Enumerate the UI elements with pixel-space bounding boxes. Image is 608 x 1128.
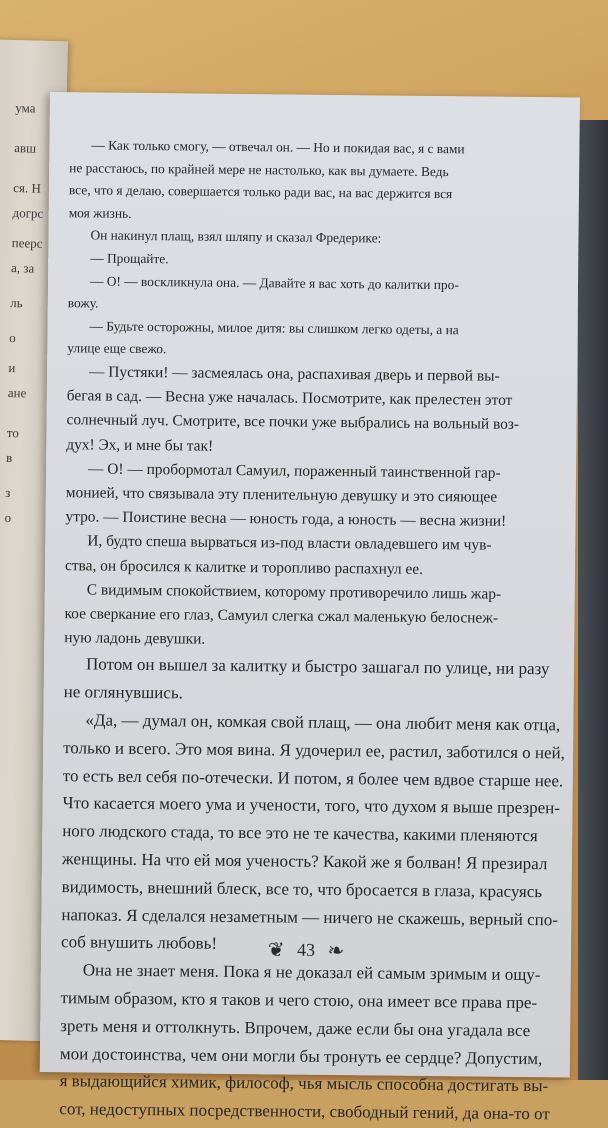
text-line: «Да, — думал он, комкая свой плащ, — она любит меня как отца, <box>85 710 561 735</box>
text-block <box>64 360 567 656</box>
text-line: бегая в сад. — Весна уже началась. Посмотрите, как прелестен этот <box>66 387 513 409</box>
text-line: дух! Эх, и мне бы так! <box>66 435 214 455</box>
left-page-fragment: о <box>4 509 12 526</box>
text-block <box>67 134 569 365</box>
text-line: сот, недоступных посредственности, свободный гений, да она-то от <box>59 1099 550 1124</box>
text-line: Потом он вышел за калитку и быстро зашагал по улице, ни разу <box>85 654 550 679</box>
text-line: ного людского стада, то все это не те качества, какими пленяются <box>62 821 538 846</box>
text-line: Он накинул плащ, взял шляпу и сказал Фредерике: <box>90 227 382 246</box>
text-line: — О! — воскликнула она. — Давайте я вас хоть до калитки про- <box>89 272 459 292</box>
text-line: ства, он бросился к калитке и торопливо распахнул ее. <box>64 556 424 578</box>
left-page-fragment: ане <box>7 384 27 401</box>
text-line: напоказ. Я сделался незаметным — ничего не скажешь, верный спо- <box>61 904 559 929</box>
text-line: ную ладонь девушки. <box>64 629 206 648</box>
left-page-fragment: и <box>8 359 16 376</box>
text-line: — Будьте осторожны, милое дитя: вы слишком легко одеты, а на <box>89 318 459 338</box>
text-line: тимым образом, кто я таков и чего стою, она имеет все права пре- <box>60 988 538 1013</box>
text-line: моя жизнь. <box>68 204 132 221</box>
left-page-fragment: ума <box>15 100 36 116</box>
left-page-fragment: то <box>6 424 20 441</box>
text-line: женщины. На что ей моя ученость? Какой же я болван! Я презирал <box>61 849 548 874</box>
text-line: вожу. <box>67 295 99 311</box>
left-page-fragment: з <box>5 484 11 501</box>
text-line: утро. — Поистине весна — юность года, а юность — весна жизни! <box>65 508 507 530</box>
text-line: улице еще свежо. <box>67 340 167 357</box>
text-line: Что касается моего ума и учености, того, что духом я выше презрен- <box>62 793 561 818</box>
text-block <box>59 651 564 1128</box>
text-line: только и всего. Это моя вина. Я удочерил ее, растил, заботился о ней, <box>63 737 566 763</box>
book-page <box>40 92 580 1124</box>
text-line: все, что я делаю, совершается только ради вас, на вас держится вся <box>68 182 453 202</box>
book-cover-edge <box>578 120 608 1080</box>
text-line: не оглянувшись. <box>63 682 183 703</box>
text-line: И, будто спеша вырваться из-под власти овладевшего им чув- <box>87 532 492 555</box>
ornament-left-icon: ❦ <box>267 939 285 962</box>
text-line: — Пустяки! — засмеялась она, распахивая дверь и первой вы- <box>88 363 500 385</box>
text-line: С видимым спокойствием, которому противоречило лишь жар- <box>86 581 502 603</box>
left-page-fragment: в <box>5 449 13 466</box>
left-page-fragment: ся. Н <box>13 180 42 196</box>
text-line: кое сверкание его глаз, Самуил слегка сжал маленькую белоснеж- <box>64 605 499 627</box>
left-page-fragment: ль <box>10 294 23 311</box>
left-page-fragment: догрс <box>12 205 44 221</box>
text-line: видимость, внешний блеск, все то, что бросается в глаза, красуясь <box>61 876 543 901</box>
text-line: солнечный луч. Смотрите, все почки уже выбрались на вольный воз- <box>66 411 520 434</box>
text-line: — Прощайте. <box>90 250 169 267</box>
text-line: Она не знает меня. Пока я не доказал ей самым зримым и ощу- <box>82 960 541 985</box>
text-line: — Как только смогу, — отвечал он. — Но и покидая вас, я с вами <box>91 137 465 157</box>
page-number: 43 <box>296 939 316 960</box>
text-line: монией, что связывала эту пленительную девушку и это сияющее <box>65 484 498 506</box>
text-line: соб внушить любовь! <box>61 932 218 954</box>
text-line: не расстаюсь, по крайней мере не настолько, как вы думаете. Ведь <box>69 159 449 179</box>
text-line: — О! — пробормотал Самуил, пораженный таинственной гар- <box>87 460 501 482</box>
left-page-fragment: пеерс <box>11 235 43 251</box>
text-line: я выдающийся химик, философ, чья мысль способна достигать вы- <box>59 1071 549 1096</box>
page-text <box>59 134 569 1128</box>
left-page-fragment: о <box>9 329 16 346</box>
text-line: то есть вел себя по-отечески. И потом, я более чем вдвое старше нее. <box>62 765 564 790</box>
ornament-right-icon: ❧ <box>327 939 345 963</box>
left-page-fragment: авш <box>14 140 37 156</box>
text-line: зреть меня и оттолкнуть. Впрочем, даже если бы она угадала все <box>60 1015 531 1040</box>
left-page-fragment: а, за <box>10 260 35 276</box>
text-line: мои достоинства, чем они могли бы тронуть ее сердце? Допустим, <box>59 1043 543 1068</box>
